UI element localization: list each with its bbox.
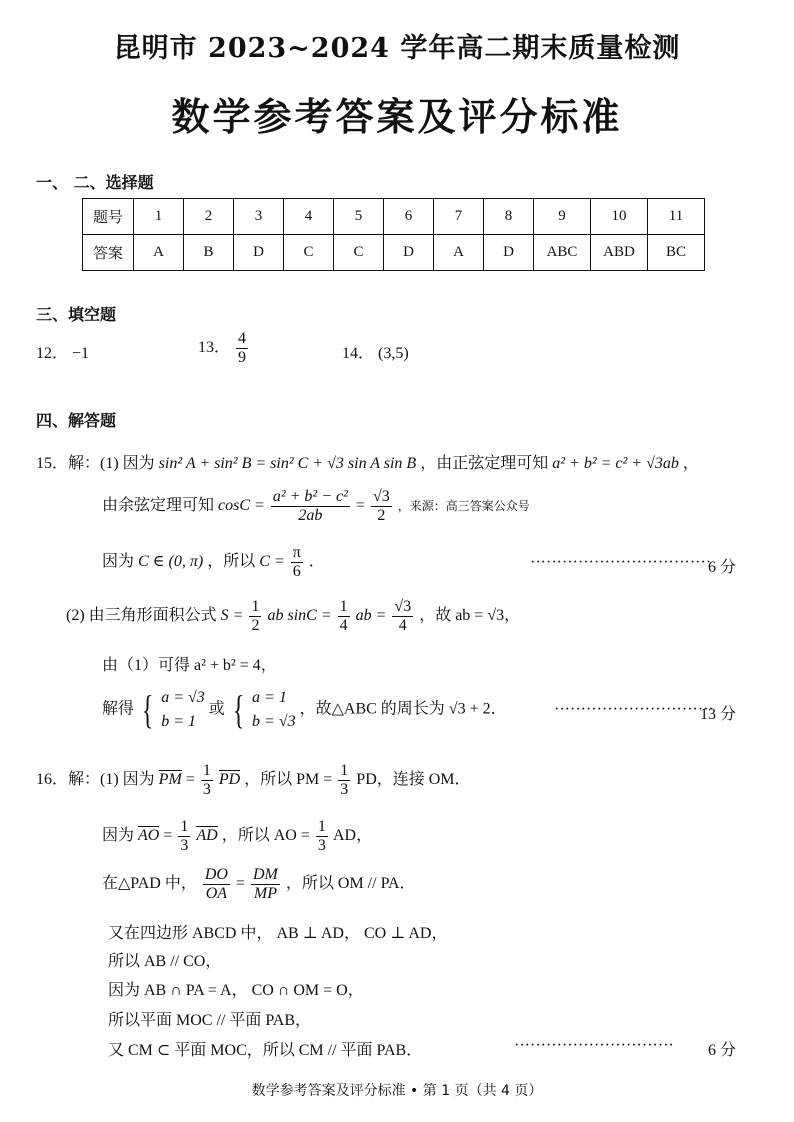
table-cell: ABC [534, 235, 591, 271]
table-cell: 答案 [83, 235, 134, 271]
p15-l2-frac1 [271, 488, 350, 524]
p16-l2-end: AD， [332, 826, 373, 844]
p15-l4-d2: 4 [339, 616, 348, 634]
p15-l2-eq: = [355, 496, 365, 514]
p16-l2-frac2 [316, 818, 328, 854]
p16-l1-n2: 1 [340, 762, 349, 779]
p16-l1-vec1: PM [158, 770, 182, 788]
table-cell: 2 [184, 199, 234, 235]
table-cell: 6 [384, 199, 434, 235]
p15-line-3 [102, 544, 325, 580]
p16-l1-frac [201, 762, 213, 798]
p16-l2-eq: = [163, 826, 173, 844]
page-title: 昆明市 2023~2024 学年高二期末质量检测 [113, 33, 681, 64]
p16-l2-vec1: AO [138, 826, 160, 844]
p15-l4-n3: √3 [394, 598, 412, 615]
table-row-answer [83, 235, 705, 271]
section-heading-fill: 三、填空题 [36, 305, 117, 324]
p15-l3-set: C ∈ (0, π) [138, 552, 204, 570]
p16-l2-mid: ，所以 AO = [221, 826, 310, 844]
page-subtitle: 数学参考答案及评分标准 [171, 94, 623, 139]
section-heading-choice: 一、 二、选择题 [36, 173, 154, 192]
p16-l2-prefix: 因为 [102, 826, 135, 844]
table-cell: B [184, 235, 234, 271]
p15-l2-note: ，来源：高三答案公众号 [397, 498, 530, 513]
p16-line-2 [102, 818, 372, 854]
p16-l3-end: ，所以 OM // PA． [285, 874, 416, 892]
p15-l2-cos: cosC = [218, 496, 265, 514]
p16-l3-eq: = [235, 874, 245, 892]
table-cell: ABD [591, 235, 648, 271]
p15-l4-n1: 1 [251, 598, 260, 615]
p16-l1-end: PD，连接 OM． [356, 770, 471, 788]
p15-l3-c: C = [259, 552, 285, 570]
p15-l2-den: 2ab [298, 506, 323, 524]
p15-sys2b: b = √3 [252, 713, 296, 730]
p15-system-1 [161, 686, 205, 734]
p16-l1-vec2: PD [218, 770, 241, 788]
p16-l1-d: 3 [202, 780, 211, 798]
p15-l3-num: π [292, 544, 301, 561]
p15-l6-prefix: 解得 [102, 700, 135, 718]
table-cell: 1 [134, 199, 184, 235]
p15-l3-score: 6 分 [708, 559, 737, 576]
p15-line-1 [36, 450, 699, 473]
p15-l4-end: ，故 ab = √3， [419, 606, 521, 624]
p15-l4-mid1: ab sinC = [267, 606, 332, 624]
p16-l1-n: 1 [202, 762, 211, 779]
table-cell: 4 [284, 199, 334, 235]
table-cell: A [134, 235, 184, 271]
q14-value: (3,5) [378, 345, 409, 362]
p16-l1-mid: ，所以 PM = [244, 770, 333, 788]
page-footer: 数学参考答案及评分标准 • 第 1 页（共 4 页） [251, 1083, 543, 1099]
p15-l3-end: ． [308, 552, 325, 570]
table-cell: 题号 [83, 199, 134, 235]
answer-q13 [198, 330, 250, 366]
p15-l1-end: ， [682, 455, 699, 472]
p15-l4-n2: 1 [339, 598, 348, 615]
table-cell: C [334, 235, 384, 271]
p16-line-7: 所以平面 MOC // 平面 PAB， [108, 1012, 312, 1029]
p16-l2-d: 3 [180, 836, 189, 854]
table-cell: A [434, 235, 484, 271]
p16-line-6: 因为 AB ∩ PA = A， CO ∩ OM = O， [108, 982, 364, 999]
p16-l3-frac1 [203, 866, 230, 902]
p15-l2-num2: √3 [372, 488, 390, 505]
q12-label: 12． [36, 345, 69, 362]
p15-l3-mid: ，所以 [207, 552, 256, 570]
p15-l3-dots: ·································· [530, 554, 712, 571]
p15-l4-s: S = [220, 606, 244, 624]
p16-l8-dots: ······························ [514, 1037, 674, 1054]
p16-l2-n2: 1 [317, 818, 326, 835]
p16-l2-d2: 3 [317, 836, 326, 854]
section-heading-solve: 四、解答题 [36, 411, 117, 430]
table-cell: 3 [234, 199, 284, 235]
p15-l1-prefix: 15．解：(1) 因为 [36, 455, 155, 472]
q13-numerator: 4 [238, 330, 247, 347]
p15-l2-den2: 2 [377, 506, 386, 524]
p15-l2-prefix: 由余弦定理可知 [102, 496, 215, 514]
p15-l2-num: a² + b² − c² [272, 488, 348, 505]
p16-line-1 [36, 762, 471, 798]
p15-l6-or: 或 [208, 700, 225, 718]
p15-sys1b: b = 1 [161, 713, 197, 730]
q13-label: 13． [198, 338, 231, 356]
p15-l3-prefix: 因为 [102, 552, 135, 570]
p16-l1-prefix: 16．解：(1) 因为 [36, 770, 155, 788]
p15-sys2a: a = 1 [252, 689, 287, 706]
p16-l1-frac2 [338, 762, 350, 798]
p15-l4-mid2: ab = [355, 606, 387, 624]
p15-l1-eq1: sin² A + sin² B = sin² C + √3 sin A sin B [158, 455, 417, 472]
p15-l1-eq2: a² + b² = c² + √3ab [552, 455, 679, 472]
p16-l2-vec2: AD [196, 826, 218, 844]
table-cell: 7 [434, 199, 484, 235]
p16-l3-prefix: 在△PAD 中， [102, 874, 197, 892]
table-cell: C [284, 235, 334, 271]
q13-denominator: 9 [238, 348, 247, 366]
table-cell: 5 [334, 199, 384, 235]
p15-l4-frac2 [338, 598, 350, 634]
p16-line-3 [102, 866, 416, 902]
p16-line-8: 又 CM ⊂ 平面 MOC，所以 CM // 平面 PAB． [108, 1042, 423, 1059]
p16-l3-n2: DM [253, 866, 278, 883]
p16-l8-score: 6 分 [708, 1042, 737, 1059]
q12-value: −1 [72, 345, 90, 362]
p16-l1-d2: 3 [340, 780, 349, 798]
q14-label: 14． [342, 345, 375, 362]
p16-l3-d1: OA [205, 884, 228, 902]
p15-l2-frac2 [371, 488, 392, 524]
p15-l6-end: ，故△ABC 的周长为 √3 + 2． [299, 700, 507, 718]
answer-table [82, 198, 705, 271]
table-cell: BC [648, 235, 705, 271]
answer-q14 [342, 340, 409, 363]
p16-l3-frac2 [251, 866, 280, 902]
table-cell: D [384, 235, 434, 271]
p15-l4-d1: 2 [251, 616, 260, 634]
table-cell: 9 [534, 199, 591, 235]
p15-l6-score: 13 分 [700, 706, 737, 723]
p16-line-4: 又在四边形 ABCD 中， AB ⊥ AD， CO ⊥ AD， [108, 925, 448, 942]
p16-l2-frac [178, 818, 190, 854]
table-cell: D [484, 235, 534, 271]
table-row-header [83, 199, 705, 235]
p16-l1-eq: = [185, 770, 195, 788]
p15-line-2 [102, 488, 530, 524]
left-brace-icon: { [232, 687, 245, 732]
p15-sys1a: a = √3 [161, 689, 205, 706]
table-cell: 11 [648, 199, 705, 235]
p16-line-5: 所以 AB // CO， [108, 953, 222, 970]
p15-l3-frac [291, 544, 303, 580]
p15-system-2 [252, 686, 296, 734]
q13-fraction [236, 330, 248, 366]
p15-l4-prefix: (2) 由三角形面积公式 [66, 606, 217, 624]
table-cell: 10 [591, 199, 648, 235]
p15-l4-d3: 4 [398, 616, 407, 634]
table-cell: D [234, 235, 284, 271]
p16-l3-d2: MP [253, 884, 277, 902]
p15-line-5: 由（1）可得 a² + b² = 4， [102, 657, 277, 674]
p15-line-4 [66, 598, 520, 634]
p15-l3-den: 6 [292, 562, 301, 580]
p15-l4-frac1 [249, 598, 261, 634]
table-cell: 8 [484, 199, 534, 235]
p16-l3-n1: DO [204, 866, 228, 883]
answer-q12 [36, 340, 89, 363]
p15-line-6 [102, 686, 507, 734]
p15-l1-mid: ，由正弦定理可知 [420, 455, 549, 472]
p16-l2-n: 1 [180, 818, 189, 835]
p15-l4-frac3 [392, 598, 413, 634]
p15-l6-dots: ······························ [554, 701, 714, 718]
left-brace-icon: { [141, 687, 154, 732]
